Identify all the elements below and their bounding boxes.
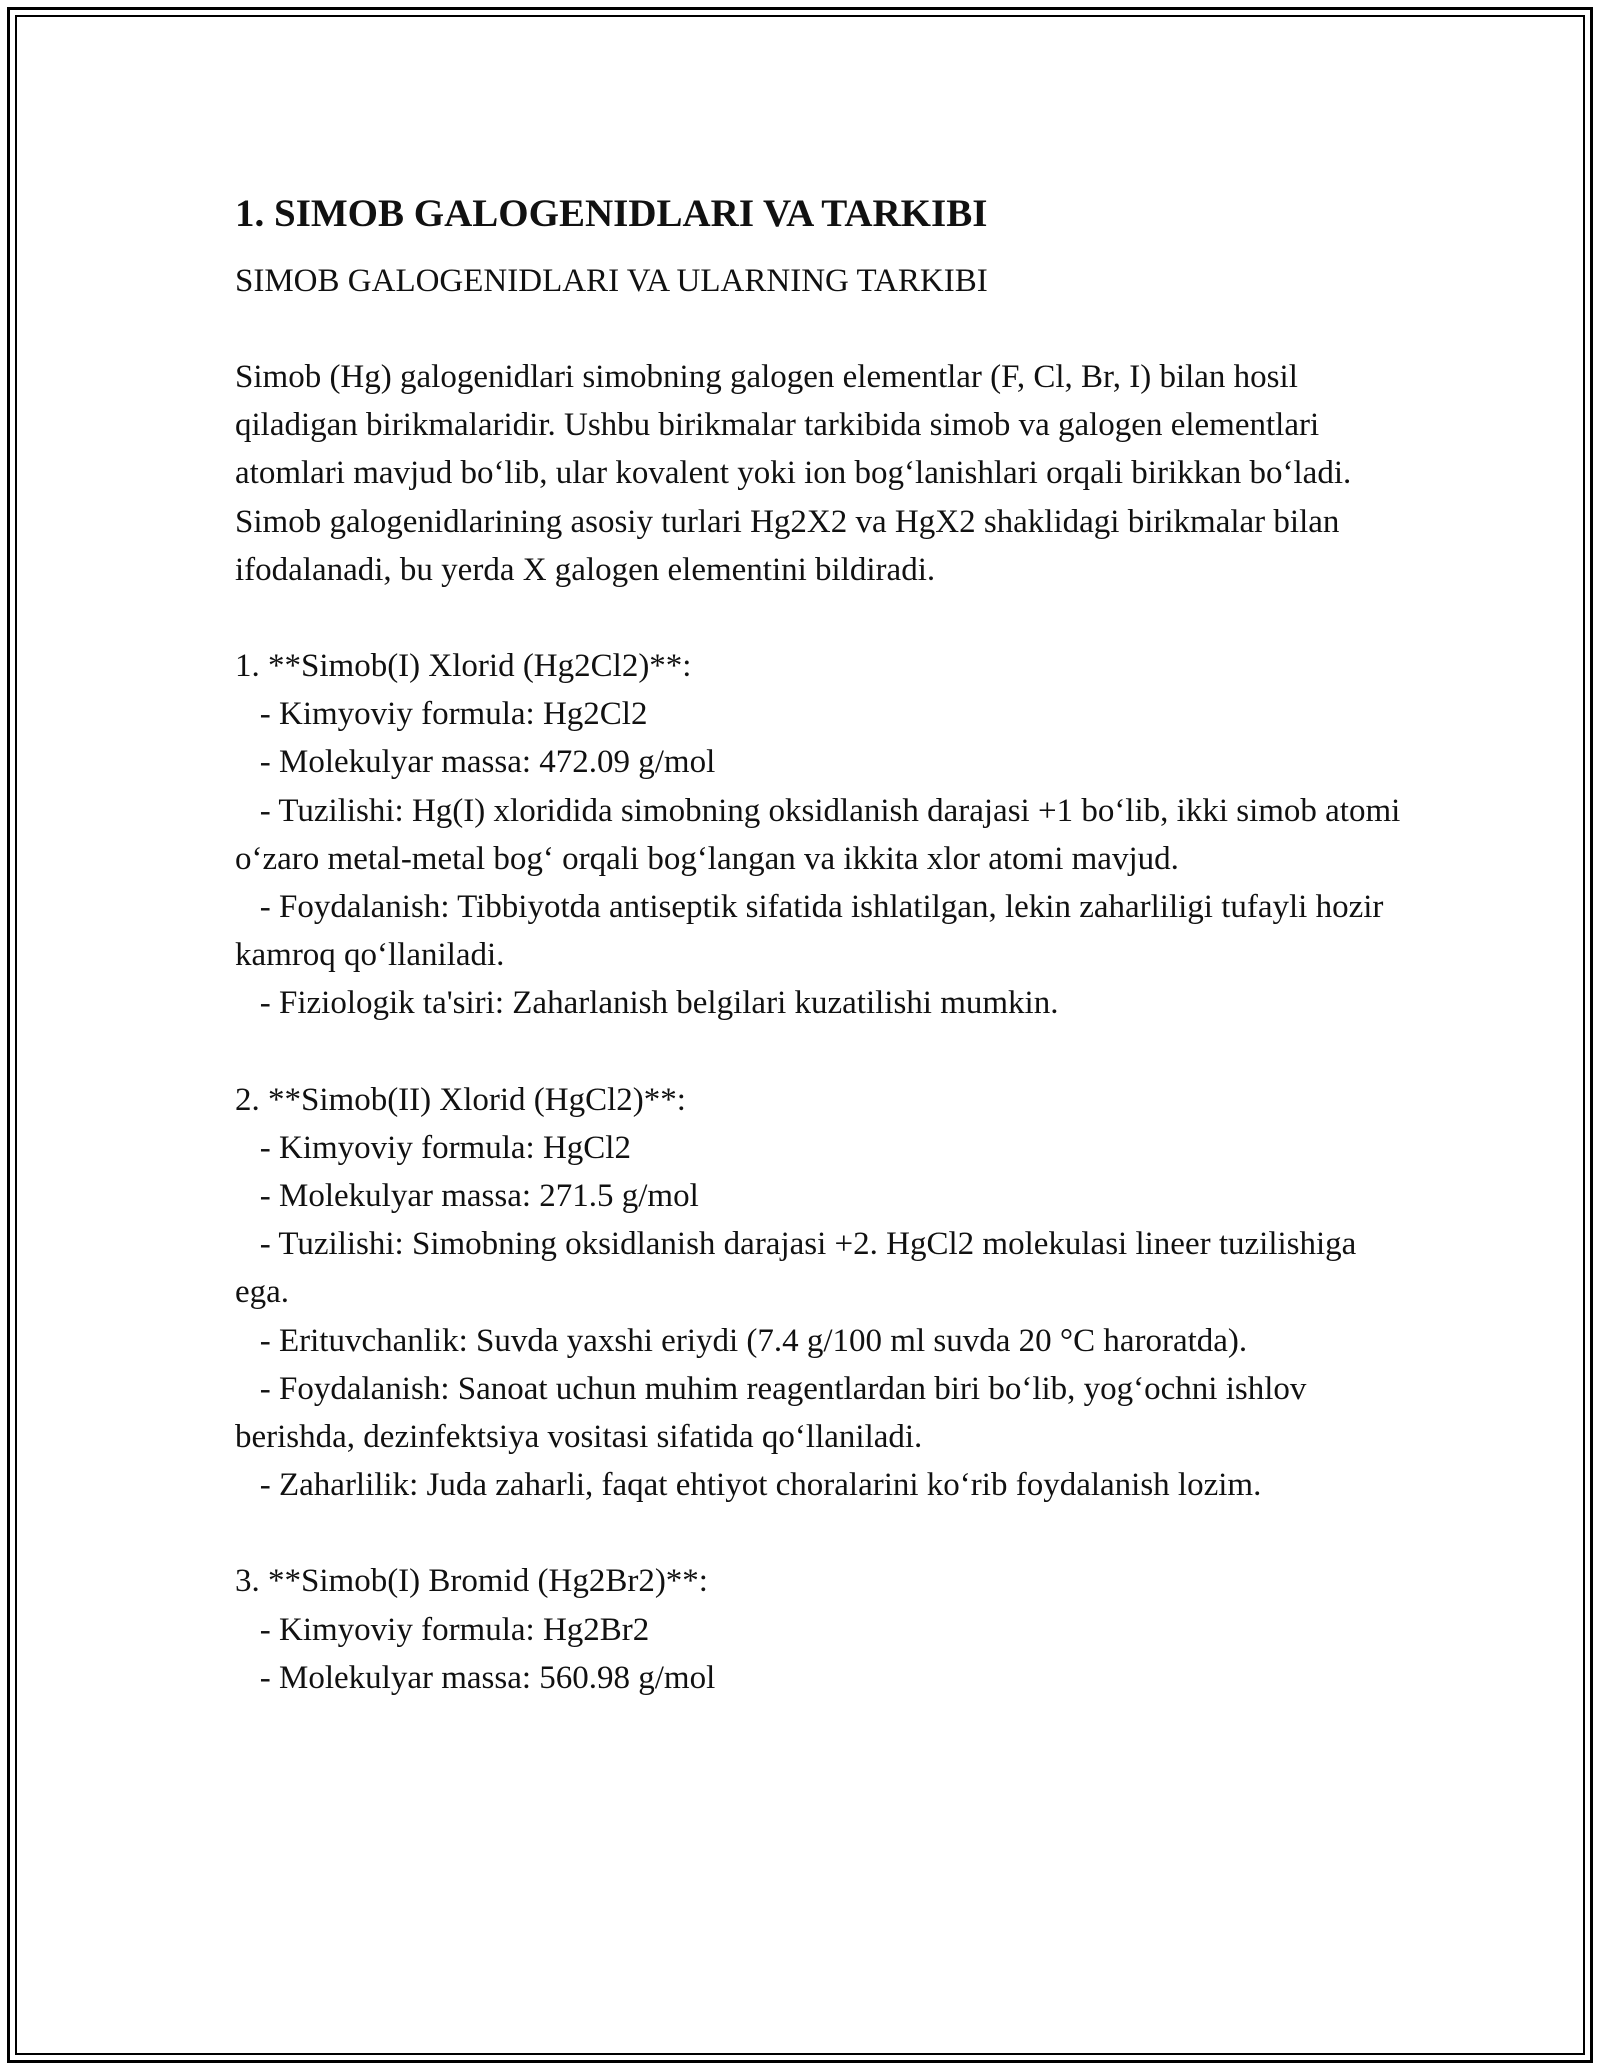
section-heading: 1. **Simob(I) Xlorid (Hg2Cl2)**: — [235, 648, 692, 685]
section-item: - Fiziologik ta'siri: Zaharlanish belgilari kuzatilishi mumkin. — [259, 985, 1059, 1022]
section-mercury-i-chloride — [235, 642, 1409, 1028]
section-item: - Erituvchanlik: Suvda yaxshi eriydi (7.4 g/100 ml suvda 20 °C haroratda). — [259, 1322, 1248, 1359]
section-item: - Zaharlilik: Juda zaharli, faqat ehtiyot choralarini ko‘rib foydalanish lozim. — [259, 1467, 1262, 1504]
section-item: - Tuzilishi: Simobning oksidlanish darajasi +2. HgCl2 molekulasi lineer tuzilishiga ega. — [235, 1226, 1365, 1311]
section-item: - Kimyoviy formula: Hg2Cl2 — [259, 696, 648, 733]
section-item: - Kimyoviy formula: HgCl2 — [259, 1129, 631, 1166]
document-body — [235, 190, 1409, 1702]
section-item: - Foydalanish: Tibbiyotda antiseptik sifatida ishlatilgan, lekin zaharliligi tufayli hozir kamroq qo‘llaniladi. — [235, 889, 1392, 974]
section-mercury-i-bromide — [235, 1557, 1405, 1702]
section-heading: 2. **Simob(II) Xlorid (HgCl2)**: — [235, 1081, 686, 1118]
section-item: - Tuzilishi: Hg(I) xloridida simobning oksidlanish darajasi +1 bo‘lib, ikki simob atomi o‘zaro metal-metal bog‘ orqali bog‘langan va ikkita xlor atomi mavjud. — [235, 792, 1409, 877]
document-title: 1. SIMOB GALOGENIDLARI VA TARKIBI — [235, 192, 988, 235]
section-item: - Molekulyar massa: 472.09 g/mol — [259, 744, 716, 781]
document-subtitle: SIMOB GALOGENIDLARI VA ULARNING TARKIBI — [235, 263, 988, 299]
section-item: - Foydalanish: Sanoat uchun muhim reagentlardan biri bo‘lib, yog‘ochni ishlov berishda, dezinfektsiya vositasi sifatida qo‘llaniladi. — [235, 1370, 1315, 1456]
intro-paragraph: Simob (Hg) galogenidlari simobning galogen elementlar (F, Cl, Br, I) bilan hosil qiladigan birikmalaridir. Ushbu birikmalar tarkibida simob va galogen elementlari atomlari mavjud bo‘lib, ular kovalent yoki ion bog‘lanishlari orqali birikkan bo‘ladi. Simob galogenidlarining asosiy turlari Hg2X2 va HgX2 shaklidagi birikmalar bilan ifodalanadi, bu yerda X galogen elementini bildiradi. — [235, 359, 1352, 588]
section-item: - Kimyoviy formula: Hg2Br2 — [259, 1611, 650, 1648]
section-heading: 3. **Simob(I) Bromid (Hg2Br2)**: — [235, 1563, 708, 1600]
section-mercury-ii-chloride — [235, 1076, 1405, 1510]
section-item: - Molekulyar massa: 271.5 g/mol — [259, 1178, 699, 1215]
section-item: - Molekulyar massa: 560.98 g/mol — [259, 1659, 716, 1696]
